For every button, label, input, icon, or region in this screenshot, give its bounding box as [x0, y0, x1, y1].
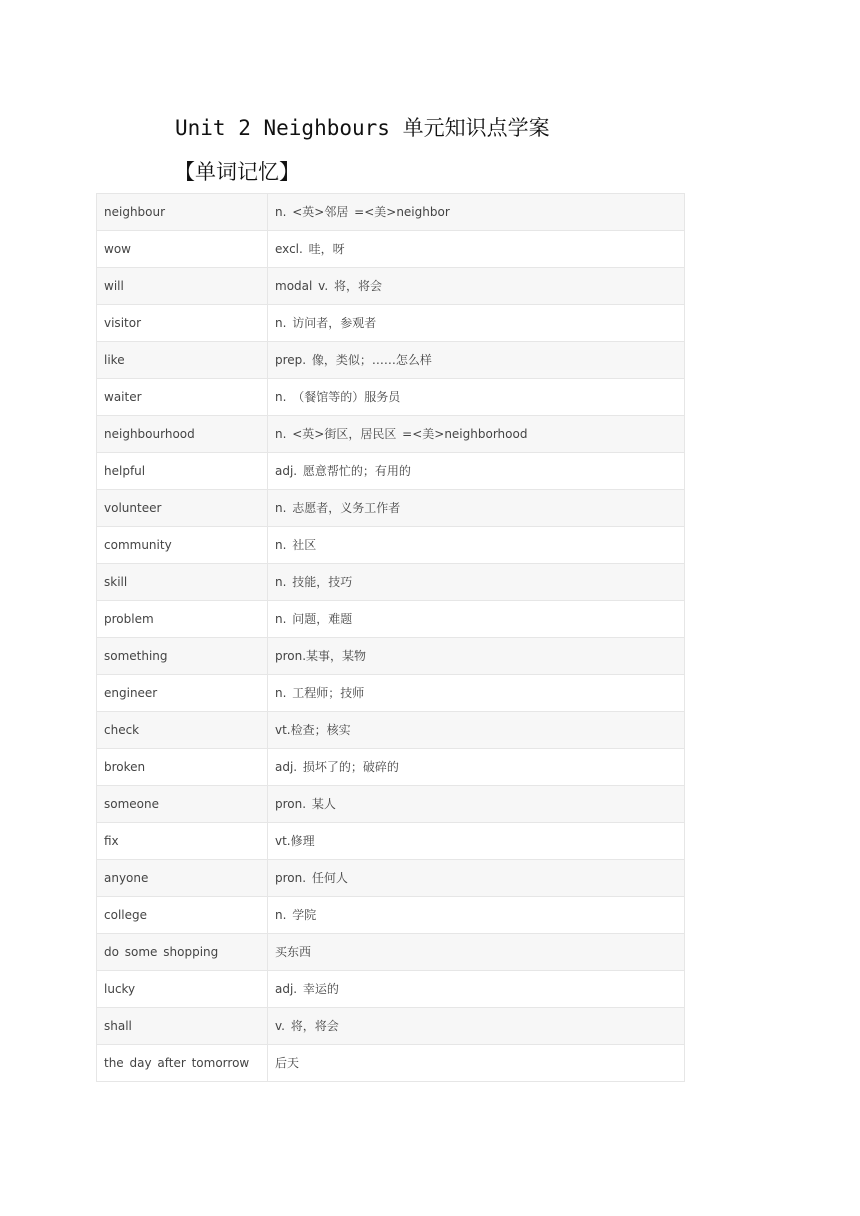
- definition-cell: adj. 损坏了的；破碎的: [268, 749, 685, 786]
- word-cell: fix: [97, 823, 268, 860]
- definition-cell: vt.检查；核实: [268, 712, 685, 749]
- word-cell: neighbourhood: [97, 416, 268, 453]
- word-cell: problem: [97, 601, 268, 638]
- table-row: [97, 786, 685, 823]
- table-row: [97, 453, 685, 490]
- definition-cell: excl. 哇，呀: [268, 231, 685, 268]
- table-row: [97, 268, 685, 305]
- word-cell: wow: [97, 231, 268, 268]
- word-cell: lucky: [97, 971, 268, 1008]
- table-row: [97, 564, 685, 601]
- definition-cell: n. 志愿者，义务工作者: [268, 490, 685, 527]
- table-row: [97, 823, 685, 860]
- definition-cell: n. 工程师；技师: [268, 675, 685, 712]
- table-row: [97, 231, 685, 268]
- table-row: [97, 1045, 685, 1082]
- word-cell: shall: [97, 1008, 268, 1045]
- definition-cell: 后天: [268, 1045, 685, 1082]
- word-cell: anyone: [97, 860, 268, 897]
- table-row: [97, 638, 685, 675]
- word-cell: check: [97, 712, 268, 749]
- vocabulary-table: [96, 193, 685, 1082]
- table-row: [97, 490, 685, 527]
- word-cell: broken: [97, 749, 268, 786]
- definition-cell: pron. 某人: [268, 786, 685, 823]
- word-cell: volunteer: [97, 490, 268, 527]
- definition-cell: n. 技能，技巧: [268, 564, 685, 601]
- table-row: [97, 712, 685, 749]
- word-cell: waiter: [97, 379, 268, 416]
- table-row: [97, 860, 685, 897]
- table-row: [97, 527, 685, 564]
- definition-cell: prep. 像，类似；……怎么样: [268, 342, 685, 379]
- definition-cell: n. 问题，难题: [268, 601, 685, 638]
- table-row: [97, 305, 685, 342]
- word-cell: skill: [97, 564, 268, 601]
- table-row: [97, 194, 685, 231]
- definition-cell: n. 学院: [268, 897, 685, 934]
- table-row: [97, 675, 685, 712]
- word-cell: helpful: [97, 453, 268, 490]
- table-row: [97, 379, 685, 416]
- definition-cell: n. 访问者，参观者: [268, 305, 685, 342]
- definition-cell: pron.某事，某物: [268, 638, 685, 675]
- word-cell: neighbour: [97, 194, 268, 231]
- word-cell: like: [97, 342, 268, 379]
- definition-cell: v. 将，将会: [268, 1008, 685, 1045]
- word-cell: the day after tomorrow: [97, 1045, 268, 1082]
- table-row: [97, 934, 685, 971]
- word-cell: someone: [97, 786, 268, 823]
- definition-cell: n. 社区: [268, 527, 685, 564]
- definition-cell: vt.修理: [268, 823, 685, 860]
- table-row: [97, 416, 685, 453]
- section-heading: 【单词记忆】: [174, 160, 300, 184]
- word-cell: engineer: [97, 675, 268, 712]
- table-row: [97, 897, 685, 934]
- definition-cell: pron. 任何人: [268, 860, 685, 897]
- word-cell: college: [97, 897, 268, 934]
- definition-cell: n. <英>邻居 =<美>neighbor: [268, 194, 685, 231]
- word-cell: will: [97, 268, 268, 305]
- definition-cell: n. <英>街区，居民区 =<美>neighborhood: [268, 416, 685, 453]
- definition-cell: adj. 愿意帮忙的；有用的: [268, 453, 685, 490]
- table-row: [97, 342, 685, 379]
- word-cell: community: [97, 527, 268, 564]
- definition-cell: adj. 幸运的: [268, 971, 685, 1008]
- table-row: [97, 971, 685, 1008]
- table-row: [97, 601, 685, 638]
- table-row: [97, 749, 685, 786]
- document-title: Unit 2 Neighbours 单元知识点学案: [175, 116, 550, 140]
- definition-cell: n. （餐馆等的）服务员: [268, 379, 685, 416]
- word-cell: visitor: [97, 305, 268, 342]
- definition-cell: 买东西: [268, 934, 685, 971]
- definition-cell: modal v. 将，将会: [268, 268, 685, 305]
- table-row: [97, 1008, 685, 1045]
- word-cell: something: [97, 638, 268, 675]
- word-cell: do some shopping: [97, 934, 268, 971]
